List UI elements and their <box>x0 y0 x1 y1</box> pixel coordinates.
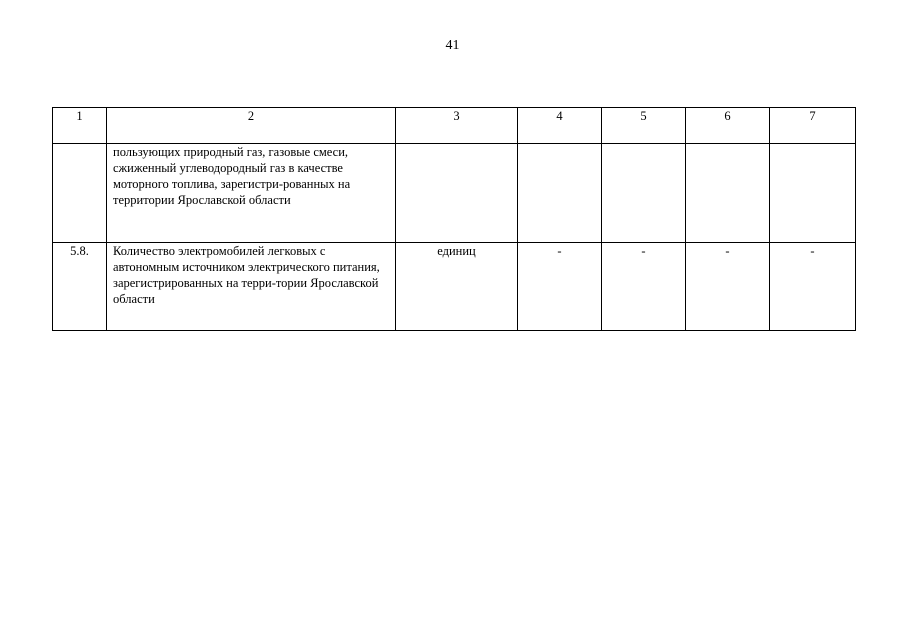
value-cell-7: - <box>770 243 856 331</box>
value-cell-6: - <box>686 243 770 331</box>
page-number: 41 <box>445 38 460 53</box>
table-row <box>53 144 856 243</box>
table-row <box>53 243 856 331</box>
value-cell-4: - <box>518 243 602 331</box>
value-cell-7 <box>770 144 856 243</box>
indicator-name-cell: пользующих природный газ, газовые смеси, сжиженный углеводородный газ в качестве моторного топлива, зарегистри-рованных на территории Ярославской области <box>107 144 396 243</box>
value-cell-6 <box>686 144 770 243</box>
table-header-row <box>53 108 856 144</box>
value-cell-5: - <box>602 243 686 331</box>
header-cell-5: 5 <box>602 108 686 144</box>
header-cell-4: 4 <box>518 108 602 144</box>
header-cell-1: 1 <box>53 108 107 144</box>
header-cell-6: 6 <box>686 108 770 144</box>
value-cell-4 <box>518 144 602 243</box>
unit-cell: единиц <box>396 243 518 331</box>
row-number-cell <box>53 144 107 243</box>
header-cell-2: 2 <box>107 108 396 144</box>
indicator-name-cell: Количество электромобилей легковых с автономным источником электрического питания, зарегистрированных на терри-тории Ярославской области <box>107 243 396 331</box>
header-cell-3: 3 <box>396 108 518 144</box>
indicators-table <box>52 107 856 331</box>
unit-cell <box>396 144 518 243</box>
row-number-cell: 5.8. <box>53 243 107 331</box>
value-cell-5 <box>602 144 686 243</box>
header-cell-7: 7 <box>770 108 856 144</box>
